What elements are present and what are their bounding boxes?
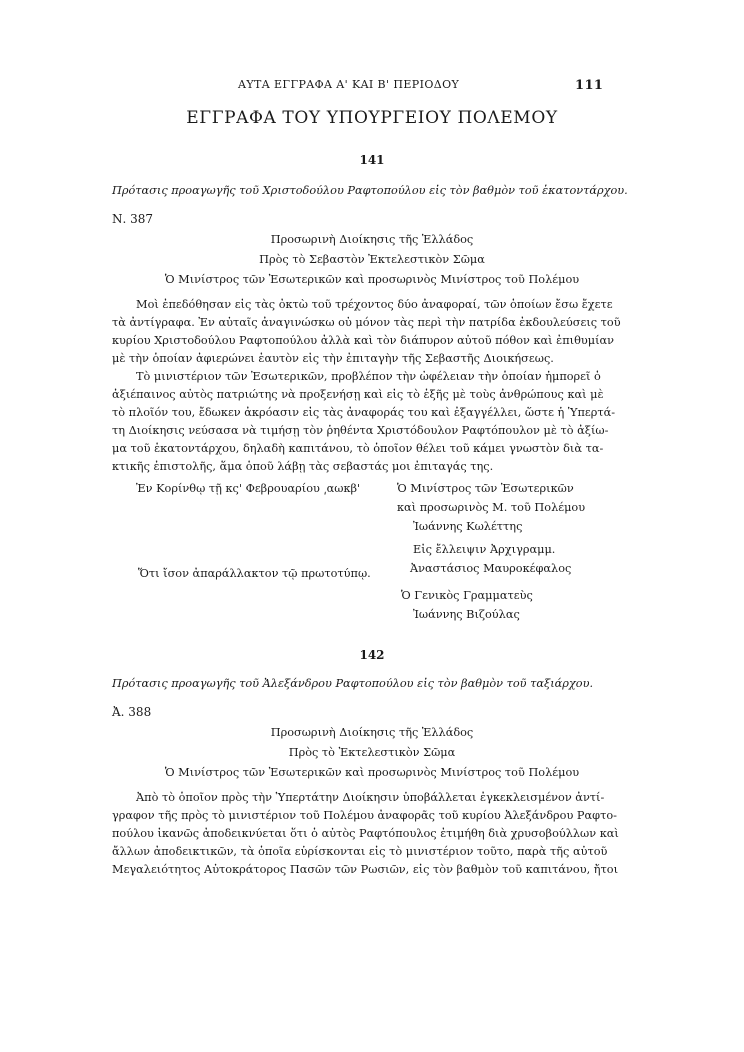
addressee-line: Πρὸς τὸ Σεβαστὸν Ἐκτελεστικὸν Σῶμα — [259, 253, 485, 266]
body-line: μα τοῦ ἑκατοντάρχου, δηλαδὴ καπιτάνου, τὸ ὁποῖον θέλει τοῦ κάμει γνωστὸν διὰ τα- — [112, 442, 604, 455]
body-line: τὰ ἀντίγραφα. Ἐν αὐταῖς ἀναγινώσκω οὐ μόνον τὰς περὶ τὴν πατρίδα ἐκδουλεύσεις τοῦ — [112, 316, 621, 329]
signature-name: Ἰωάννης Κωλέττης — [413, 520, 523, 533]
running-title: ΑΥΤΑ ΕΓΓΡΑΦΑ Α' ΚΑΙ Β' ΠΕΡΙΟΔΟΥ — [238, 78, 460, 91]
body-line: Ἀπὸ τὸ ὁποῖον πρὸς τὴν Ὑπερτάτην Διοίκησιν ὑποβάλλεται ἐγκεκλεισμένον ἀντί- — [136, 791, 605, 804]
reference-number: Ν. 387 — [112, 212, 154, 226]
issuer-line: Προσωρινὴ Διοίκησις τῆς Ἑλλάδος — [270, 726, 474, 739]
body-line: μὲ τὴν ὁποίαν ἀφιερώνει ἑαυτὸν εἰς τὴν ἐπιταγὴν τῆς Σεβαστῆς Διοικήσεως. — [112, 352, 554, 365]
document-number: 141 — [359, 153, 385, 167]
reference-number: Ἀ. 388 — [112, 705, 152, 719]
document-subject: Πρότασις προαγωγῆς τοῦ Ἀλεξάνδρου Ραφτοπούλου εἰς τὸν βαθμὸν τοῦ ταξιάρχου. — [112, 677, 594, 690]
certification-note: Ὅτι ἴσον ἀπαράλλακτον τῷ πρωτοτύπῳ. — [138, 567, 371, 580]
signature-name: Ἀναστάσιος Μαυροκέφαλος — [410, 562, 572, 575]
signature-line: Ὁ Μινίστρος τῶν Ἐσωτερικῶν — [397, 482, 574, 495]
body-line: τὸ πλοῖόν του, ἔδωκεν ἀκρόασιν εἰς τὰς ἀναφοράς του καὶ ἐξαγγέλλει, ὥστε ἡ Ὑπερτά- — [112, 406, 616, 419]
body-line: γραφον τῆς πρὸς τὸ μινιστέριον τοῦ Πολέμου ἀναφορᾶς τοῦ κυρίου Ἀλεξάνδρου Ραφτο- — [112, 809, 617, 822]
addressee-line: Πρὸς τὸ Ἐκτελεστικὸν Σῶμα — [288, 746, 456, 759]
body-line: κτικῆς ἐπιστολῆς, ἅμα ὁποῦ λάβῃ τὰς σεβαστάς μοι ἐπιταγάς της. — [112, 460, 494, 473]
signature-line: Ὁ Γενικὸς Γραμματεὺς — [401, 589, 533, 602]
body-line: τη Διοίκησις νεύσασα νὰ τιμήσῃ τὸν ῥηθέντα Χριστόδουλον Ραφτόπουλον μὲ τὸ ἀξίω- — [112, 424, 609, 437]
document-subject: Πρότασις προαγωγῆς τοῦ Χριστοδούλου Ραφτοπούλου εἰς τὸν βαθμὸν τοῦ ἑκατοντάρχου. — [112, 184, 628, 197]
body-line: ἄλλων ἀποδεικτικῶν, τὰ ὁποῖα εὑρίσκονται εἰς τὸ μινιστέριον τοῦτο, παρὰ τῆς αὐτοῦ — [112, 845, 608, 858]
body-line: πούλου ἱκανῶς ἀποδεικνύεται ὅτι ὁ αὐτὸς Ραφτόπουλος ἐτιμήθη διὰ χρυσοβούλλων καὶ — [112, 827, 619, 840]
body-line: κυρίου Χριστοδούλου Ραφτοπούλου ἀλλὰ καὶ τὸν διάπυρον αὐτοῦ πόθον καὶ ἐπιθυμίαν — [112, 334, 615, 347]
section-title: ΕΓΓΡΑΦΑ ΤΟΥ ΥΠΟΥΡΓΕΙΟΥ ΠΟΛΕΜΟΥ — [186, 108, 558, 128]
body-line: Μοὶ ἐπεδόθησαν εἰς τὰς ὀκτὼ τοῦ τρέχοντος δύο ἀναφοραί, τῶν ὁποίων ἔσω ἔχετε — [136, 298, 613, 311]
document-number: 142 — [359, 648, 385, 662]
body-line: ἀξιέπαινος αὐτὸς πατριώτης νὰ προξενήσῃ καὶ εἰς τὸ ἑξῆς μὲ τοὺς ἀνθρώπους καὶ μὲ — [112, 388, 604, 401]
signature-name: Ἰωάννης Βιζούλας — [413, 608, 520, 621]
sender-line: Ὁ Μινίστρος τῶν Ἐσωτερικῶν καὶ προσωρινὸς Μινίστρος τοῦ Πολέμου — [164, 273, 580, 286]
issuer-line: Προσωρινὴ Διοίκησις τῆς Ἑλλάδος — [270, 233, 474, 246]
signature-line: καὶ προσωρινὸς Μ. τοῦ Πολέμου — [397, 501, 586, 514]
body-line: Μεγαλειότητος Αὐτοκράτορος Πασῶν τῶν Ρωσιῶν, εἰς τὸν βαθμὸν τοῦ καπιτάνου, ἤτοι — [112, 863, 619, 876]
page-number: 111 — [575, 78, 604, 93]
signature-line: Εἰς ἔλλειψιν Ἀρχιγραμμ. — [413, 543, 556, 556]
sender-line: Ὁ Μινίστρος τῶν Ἐσωτερικῶν καὶ προσωρινὸς Μινίστρος τοῦ Πολέμου — [164, 766, 580, 779]
place-date: Ἐν Κορίνθῳ τῇ κς' Φεβρουαρίου ͵αωκβ' — [136, 482, 361, 495]
body-line: Τὸ μινιστέριον τῶν Ἐσωτερικῶν, προβλέπον τὴν ὠφέλειαν τὴν ὁποίαν ἠμπορεῖ ὁ — [136, 370, 601, 383]
